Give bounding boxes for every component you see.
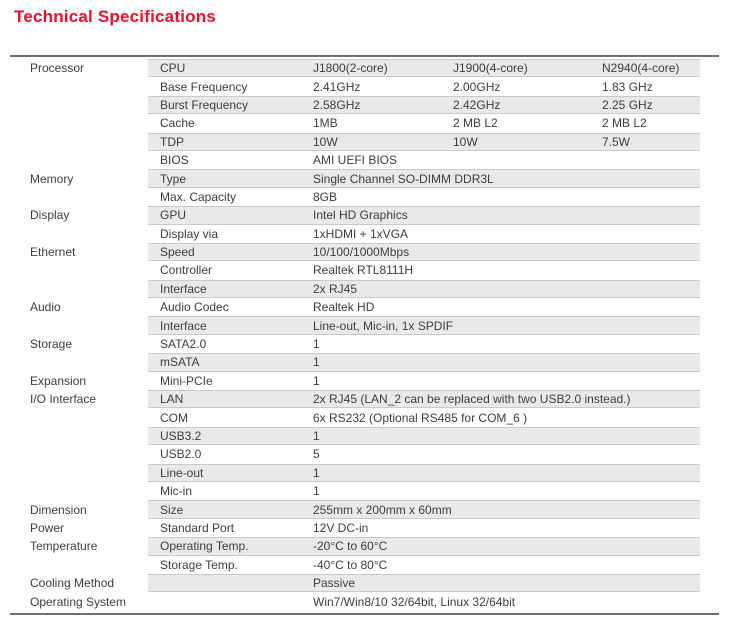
category-cell: Temperature: [30, 539, 98, 554]
spec-value: 6x RS232 (Optional RS485 for COM_6 ): [313, 410, 528, 425]
spec-table: [10, 55, 719, 615]
category-cell: [10, 316, 148, 334]
spec-label: LAN: [160, 392, 184, 407]
spec-band: [148, 133, 700, 151]
spec-label: USB2.0: [160, 447, 202, 462]
spec-band: [148, 151, 700, 169]
spec-band: [148, 114, 700, 132]
spec-value: 1: [313, 373, 320, 388]
spec-value: 2.00GHz: [453, 79, 501, 94]
category-cell: [10, 96, 148, 114]
spec-band: [148, 445, 700, 463]
spec-value: Intel HD Graphics: [313, 208, 408, 223]
spec-value: 8GB: [313, 189, 338, 204]
spec-band: [148, 225, 700, 243]
category-cell: [10, 114, 148, 132]
spec-band: [148, 519, 700, 537]
spec-row: [10, 206, 719, 224]
spec-row: [10, 298, 719, 316]
spec-band: [148, 59, 700, 77]
spec-row: [10, 59, 719, 77]
spec-row: [10, 408, 719, 426]
category-cell: [10, 261, 148, 279]
spec-value: 2x RJ45 (LAN_2 can be replaced with two USB2.0 instead.): [313, 392, 631, 407]
spec-value: J1900(4-core): [453, 61, 528, 76]
spec-value: 1.83 GHz: [602, 79, 653, 94]
spec-band: [148, 574, 700, 592]
spec-value: Single Channel SO-DIMM DDR3L: [313, 171, 494, 186]
spec-row: [10, 169, 719, 187]
spec-value: 12V DC-in: [313, 520, 369, 535]
spec-value: 2.25 GHz: [602, 97, 653, 112]
spec-value: 1: [313, 429, 320, 443]
spec-value: 7.5W: [602, 134, 631, 149]
spec-value: 1: [313, 337, 320, 352]
spec-band: [148, 316, 700, 334]
spec-value: -40°C to 80°C: [313, 557, 388, 572]
spec-row: [10, 556, 719, 574]
spec-label: Burst Frequency: [160, 97, 249, 112]
spec-band: [148, 188, 700, 206]
spec-band: [148, 427, 700, 445]
spec-row: [10, 335, 719, 353]
spec-row: [10, 592, 719, 610]
spec-value: 2.41GHz: [313, 79, 361, 94]
spec-label: Operating Temp.: [160, 539, 249, 554]
category-cell: [10, 408, 148, 426]
spec-band: [148, 390, 700, 408]
category-cell: [10, 188, 148, 206]
spec-label: COM: [160, 410, 188, 425]
spec-band: [148, 556, 700, 574]
spec-row: [10, 390, 719, 408]
category-cell: [10, 133, 148, 151]
spec-label: Interface: [160, 281, 207, 296]
category-cell: Power: [30, 520, 65, 535]
spec-label: Line-out: [160, 465, 204, 480]
spec-band: [148, 335, 700, 353]
spec-value: Win7/Win8/10 32/64bit, Linux 32/64bit: [313, 594, 516, 609]
spec-row: [10, 427, 719, 445]
spec-row: [10, 482, 719, 500]
category-cell: [10, 225, 148, 243]
spec-value: Passive: [313, 576, 356, 591]
spec-value: 2 MB L2: [453, 116, 498, 131]
spec-row: [10, 280, 719, 298]
category-cell: Cooling Method: [30, 576, 115, 591]
spec-row: [10, 151, 719, 169]
spec-band: [148, 298, 700, 316]
spec-row: [10, 464, 719, 482]
spec-value: J1800(2-core): [313, 61, 388, 76]
spec-row: [10, 225, 719, 243]
spec-row: [10, 77, 719, 95]
spec-band: [148, 372, 700, 390]
spec-band: [148, 206, 700, 224]
spec-value: 2.42GHz: [453, 97, 501, 112]
spec-label: Storage Temp.: [160, 557, 238, 572]
category-cell: Expansion: [30, 373, 87, 388]
spec-value: 1: [313, 484, 320, 499]
spec-label: BIOS: [160, 153, 189, 168]
spec-value: AMI UEFI BIOS: [313, 153, 398, 168]
category-cell: Storage: [30, 337, 73, 352]
spec-row: [10, 243, 719, 261]
spec-row: [10, 316, 719, 334]
spec-label: Mic-in: [160, 484, 192, 499]
category-cell: Ethernet: [30, 245, 76, 260]
spec-label: GPU: [160, 208, 187, 223]
spec-label: CPU: [160, 61, 186, 76]
spec-label: Display via: [160, 226, 219, 241]
spec-label: Base Frequency: [160, 79, 248, 94]
category-cell: [10, 427, 148, 445]
spec-label: Speed: [160, 245, 195, 260]
spec-band: [148, 500, 700, 518]
spec-value: 1xHDMI + 1xVGA: [313, 226, 409, 241]
spec-row: [10, 133, 719, 151]
spec-band: [148, 464, 700, 482]
spec-value: 1MB: [313, 116, 338, 131]
spec-row: [10, 96, 719, 114]
spec-band: [148, 537, 700, 555]
spec-band: [148, 243, 700, 261]
spec-value: Line-out, Mic-in, 1x SPDIF: [313, 318, 454, 333]
spec-value: 2.58GHz: [313, 97, 361, 112]
category-cell: [10, 353, 148, 371]
category-cell: [10, 151, 148, 169]
category-cell: Processor: [30, 61, 85, 76]
spec-value: 1: [313, 465, 320, 480]
spec-band: [148, 482, 700, 500]
spec-value: -20°C to 60°C: [313, 539, 388, 554]
spec-row: [10, 519, 719, 537]
spec-label: Interface: [160, 318, 207, 333]
spec-value: 5: [313, 447, 320, 462]
category-cell: [10, 77, 148, 95]
category-cell: Audio: [30, 300, 61, 315]
spec-value: 10W: [453, 134, 478, 149]
category-cell: Dimension: [30, 502, 87, 517]
spec-value: 2x RJ45: [313, 281, 358, 296]
spec-value: 255mm x 200mm x 60mm: [313, 502, 452, 517]
spec-row: [10, 188, 719, 206]
spec-row: [10, 114, 719, 132]
spec-value: Realtek RTL8111H: [313, 263, 414, 278]
spec-value: 2 MB L2: [602, 116, 647, 131]
spec-label: Standard Port: [160, 520, 235, 535]
spec-band: [148, 77, 700, 95]
spec-band: [148, 353, 700, 371]
spec-row: [10, 353, 719, 371]
category-cell: [10, 445, 148, 463]
spec-label: Mini-PCIe: [160, 373, 213, 388]
spec-label: mSATA: [160, 355, 200, 370]
spec-band: [148, 169, 700, 187]
category-cell: [10, 482, 148, 500]
category-cell: [10, 464, 148, 482]
spec-label: TDP: [160, 134, 184, 149]
spec-label: Controller: [160, 263, 213, 278]
page-title: Technical Specifications: [14, 7, 216, 26]
category-cell: [10, 556, 148, 574]
spec-label: Audio Codec: [160, 300, 229, 315]
spec-row: [10, 372, 719, 390]
category-cell: Memory: [30, 171, 74, 186]
category-cell: Display: [30, 208, 70, 223]
spec-band: [148, 280, 700, 298]
spec-row: [10, 574, 719, 592]
spec-label: USB3.2: [160, 429, 202, 443]
spec-value: 10/100/1000Mbps: [313, 245, 410, 260]
spec-band: [148, 96, 700, 114]
category-cell: Operating System: [30, 594, 127, 609]
spec-row: [10, 261, 719, 279]
category-cell: I/O Interface: [30, 392, 97, 407]
spec-row: [10, 445, 719, 463]
spec-row: [10, 500, 719, 518]
spec-value: Realtek HD: [313, 300, 375, 315]
category-cell: [10, 280, 148, 298]
spec-label: Type: [160, 171, 187, 186]
spec-label: Cache: [160, 116, 195, 131]
spec-value: N2940(4-core): [602, 61, 680, 76]
spec-row: [10, 537, 719, 555]
spec-value: 1: [313, 355, 320, 370]
spec-label: SATA2.0: [160, 337, 207, 352]
spec-label: Max. Capacity: [160, 189, 237, 204]
spec-band: [148, 592, 700, 610]
spec-label: Size: [160, 502, 184, 517]
spec-band: [148, 261, 700, 279]
spec-value: 10W: [313, 134, 338, 149]
spec-band: [148, 408, 700, 426]
